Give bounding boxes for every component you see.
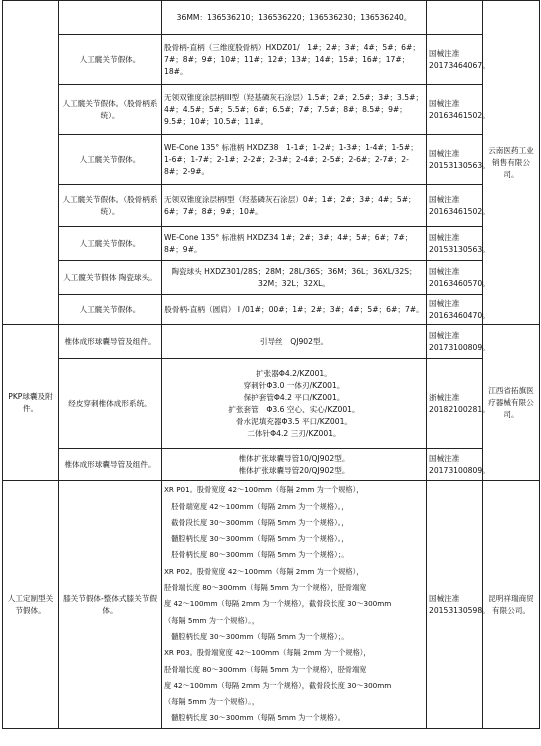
- spec-line: 扩张器Φ4.2/KZ001。: [256, 368, 332, 378]
- spec-line: 二体针Φ4.2 三刃/KZ001。: [247, 428, 341, 438]
- table-row: [3, 449, 540, 481]
- spec-line: 度 42～100mm（每隔 2mm 为一个规格），截骨段长度 30～300mm: [164, 680, 392, 690]
- spec-line: 截骨段长度 30～300mm（每隔 5mm 为一个规格）。，: [164, 517, 349, 527]
- registration-cell: 国械注准20173100809。: [427, 449, 483, 481]
- spec-line: 髓腔柄长度 30～300mm（每隔 5mm 为一个规格）。: [164, 713, 345, 723]
- spec-cell: 股骨柄-直柄（三维度股骨柄）HXDZ01/ 1#；2#；3#；4#；5#；6#；7#；8#；9#；10#；11#；12#；13#；14#；15#；16#；17#；18#。: [162, 35, 427, 85]
- product-name-cell: 膝关节假体-整体式膝关节假体。: [59, 481, 162, 729]
- registration-cell: 国械注准20173100809。: [427, 325, 483, 359]
- product-name-cell: 人工髋关节假体。: [59, 35, 162, 85]
- spec-line: 髓腔柄长度 30～300mm（每隔 5mm 为一个规格）；。: [164, 631, 349, 641]
- product-name-cell: 人工髋关节假体 陶瓷球头。: [59, 261, 162, 295]
- spec-line: XR P01。股骨宽度 42～100mm（每隔 2mm 为一个规格），: [164, 485, 364, 495]
- table-row: [3, 1, 540, 35]
- spec-line: 椎体扩张球囊导管10/QJ902型。: [238, 453, 350, 463]
- product-name-cell: 人工髋关节假体。: [59, 227, 162, 261]
- table-row: [3, 359, 540, 449]
- product-name-cell: 椎体成形球囊导管及组件。: [59, 449, 162, 481]
- product-name-cell: [59, 1, 162, 35]
- registration-cell: 国械注准20153130598。: [427, 481, 483, 729]
- table-row: [3, 481, 540, 729]
- spec-line: 度 42～100mm（每隔 2mm 为一个规格），截骨段长度 30～300mm: [164, 599, 392, 609]
- table-row: [3, 35, 540, 85]
- spec-cell: 陶瓷球头 HXDZ301/28S；28M；28L/36S；36M；36L；36XL/32S；32M；32L；32XL。: [162, 261, 427, 295]
- spec-line: 胫骨端长度 80～300mm（每隔 5mm 为一个规格），胫骨端宽: [164, 664, 367, 674]
- category-cell-empty: [3, 1, 59, 325]
- spec-cell: 无领双锥度涂层柄I型（羟基磷灰石涂层）0#；1#；2#；3#；4#；5#；6#；7#；8#；9#；10#。: [162, 185, 427, 227]
- spec-line: 胫骨柄长度 80～300mm（每隔 5mm 为一个规格）；。: [164, 550, 349, 560]
- registration-cell: 国械注准20163461502。: [427, 185, 483, 227]
- table-row: [3, 227, 540, 261]
- table-row: [3, 185, 540, 227]
- spec-cell: 36MM：136536210；136536220；136536230；136536240。: [162, 1, 427, 35]
- company-cell: 江西省拓旗医疗器械有限公司。: [483, 325, 540, 481]
- registration-cell: 国械注准20153130563。: [427, 135, 483, 185]
- product-name-cell: 人工髋关节假体。: [59, 295, 162, 325]
- product-name-cell: 经皮穿刺椎体成形系统。: [59, 359, 162, 449]
- product-table: [2, 0, 540, 729]
- spec-cell: [162, 359, 427, 449]
- table-row: [3, 325, 540, 359]
- spec-line: 胫骨端宽度 42～100mm（每隔 2mm 为一个规格）。，: [164, 501, 349, 511]
- registration-cell: 国械注准20163460570。: [427, 261, 483, 295]
- spec-line: （每隔 5mm 为一个规格）。，: [164, 615, 260, 625]
- spec-cell: [162, 481, 427, 729]
- spec-cell: [162, 449, 427, 481]
- spec-cell: WE-Cone 135° 标准柄 HXDZ38 1-1#；1-2#；1-3#；1-4#；1-5#；1-6#；1-7#；2-1#；2-2#；2-3#；2-4#；2-5#；2-6#；2-7#；2-8#；2-9#。: [162, 135, 427, 185]
- table-row: [3, 135, 540, 185]
- registration-cell: 国械注准20153130563。: [427, 227, 483, 261]
- spec-line: XR P03。股骨端宽度 42～100mm（每隔 2mm 为一个规格），: [164, 648, 371, 658]
- registration-cell: 浙械注准20182100281。: [427, 359, 483, 449]
- spec-line: 骨水泥填充器Φ3.5 平口/KZ001。: [235, 416, 353, 426]
- spec-line: （每隔 5mm 为一个规格）。，: [164, 697, 260, 707]
- company-cell: 云南医药工业销售有限公司。: [483, 1, 540, 325]
- spec-line: 扩张套管 Φ3.6 空心、实心/KZ001。: [228, 404, 360, 414]
- spec-line: 穿刺针Φ3.0 一体刃/KZ001。: [243, 380, 345, 390]
- product-name-cell: 人工髋关节假体。（股骨柄系统）。: [59, 185, 162, 227]
- spec-line: 保护套管Φ4.2 平口/KZ001。: [243, 392, 345, 402]
- registration-cell: 国械注准20163461502。: [427, 85, 483, 135]
- spec-cell: 无领双锥度涂层柄III型（羟基磷灰石涂层）1.5#；2#；2.5#；3#；3.5#；4#；4.5#；5#；5.5#；6#；6.5#；7#；7.5#；8#；8.5#；9#；9.5#；10#；10.5#；11#。: [162, 85, 427, 135]
- company-cell: 昆明祥瑞商贸有限公司。: [483, 481, 540, 729]
- spec-cell: 股骨柄-直柄（圆肩） I /01#；00#；1#；2#；3#；4#；5#；6#；7#。: [162, 295, 427, 325]
- spec-cell: 引导丝 QJ902型。: [162, 325, 427, 359]
- product-name-cell: 人工髋关节假体。（股骨柄系统）。: [59, 85, 162, 135]
- product-name-cell: 人工髋关节假体。: [59, 135, 162, 185]
- registration-cell: [427, 1, 483, 35]
- spec-line: XR P02。股骨宽度 42～100mm（每隔 2mm 为一个规格），: [164, 566, 364, 576]
- spec-cell: WE-Cone 135° 标准柄 HXDZ34 1#；2#；3#；4#；5#；6#；7#；8#；9#。: [162, 227, 427, 261]
- spec-line: 胫骨端长度 80～300mm（每隔 5mm 为一个规格），胫骨端宽: [164, 583, 367, 593]
- table-row: [3, 261, 540, 295]
- table-row: [3, 85, 540, 135]
- spec-line: 髓腔柄长度 30～300mm（每隔 5mm 为一个规格）。，: [164, 534, 349, 544]
- table-row: [3, 295, 540, 325]
- registration-cell: 国械注准20163460470。: [427, 295, 483, 325]
- spec-line: 椎体扩张球囊导管20/QJ902型。: [238, 465, 350, 475]
- registration-cell: 国械注准20173464067。: [427, 35, 483, 85]
- product-name-cell: 椎体成形球囊导管及组件。: [59, 325, 162, 359]
- category-cell: 人工定制型关节假体。: [3, 481, 59, 729]
- category-cell: PKP球囊及附件。: [3, 325, 59, 481]
